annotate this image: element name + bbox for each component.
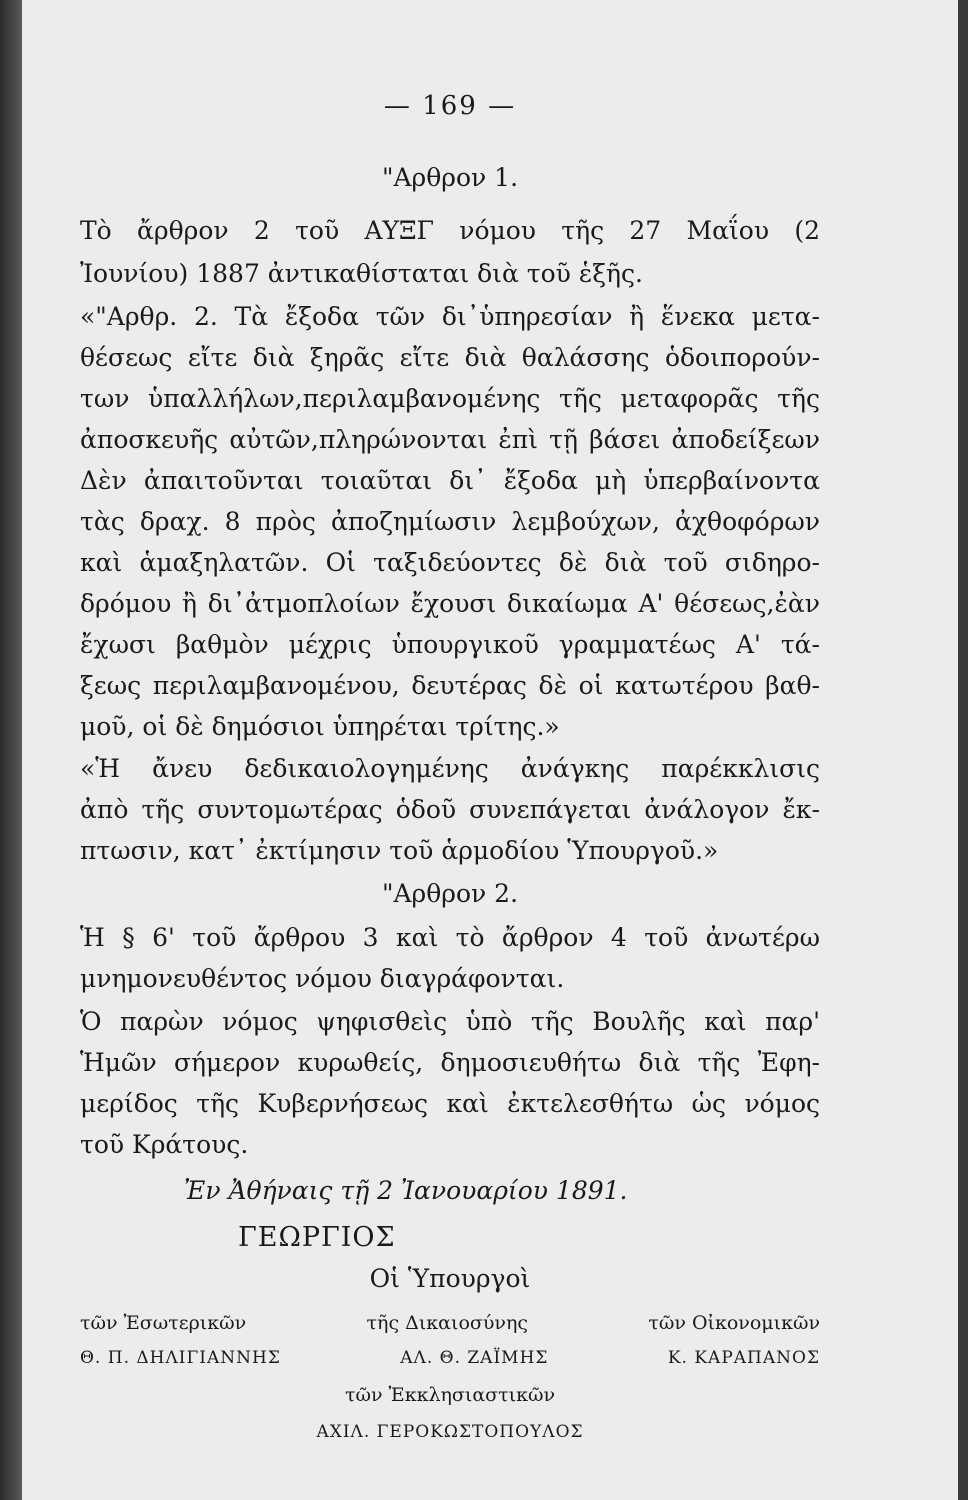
minister-names-row bbox=[80, 1350, 820, 1367]
ministry-interior: τῶν Ἐσωτερικῶν bbox=[80, 1312, 247, 1334]
minister-interior-name: Θ. Π. ΔΗΛΙΓΙΑΝΝΗΣ bbox=[80, 1348, 281, 1368]
body-line: «Ἡ ἄνευ δεδικαιολογημένης ἀνάγκης παρέκκλισις bbox=[80, 754, 820, 783]
ministry-ecclesiastical: τῶν Ἐκκλησιαστικῶν bbox=[344, 1384, 556, 1406]
body-line: Ὁ παρὼν νόμος ψηφισθεὶς ὑπὸ τῆς Βουλῆς καὶ παρ' bbox=[80, 1007, 820, 1036]
page-number: — 169 — bbox=[383, 91, 517, 121]
article-2-heading: "Αρθρον 2. bbox=[381, 879, 519, 908]
body-line: μοῦ, οἱ δὲ δημόσιοι ὑπηρέται τρίτης.» bbox=[80, 712, 560, 741]
minister-ecclesiastical-name: ΑΧΙΛ. ΓΕΡΟΚΩΣΤΟΠΟΥΛΟΣ bbox=[316, 1422, 584, 1442]
body-line: μερίδος τῆς Κυβερνήσεως καὶ ἐκτελεσθήτω ὡς νόμος bbox=[80, 1089, 820, 1118]
minister-justice-name: ΑΛ. Θ. ΖΑΪΜΗΣ bbox=[400, 1348, 549, 1368]
body-line: των ὑπαλλήλων,περιλαμβανομένης τῆς μεταφορᾶς τῆς bbox=[80, 384, 820, 413]
ministers-heading: Οἱ Ὑπουργοὶ bbox=[369, 1264, 531, 1293]
date-line: Ἐν Ἀθήναις τῇ 2 Ἰανουαρίου 1891. bbox=[184, 1176, 628, 1205]
scan-dark-edge bbox=[0, 0, 22, 1500]
body-line: Ἡ § 6' τοῦ ἄρθρου 3 καὶ τὸ ἄρθρον 4 τοῦ ἀνωτέρω bbox=[80, 923, 820, 952]
king-signature: ΓΕΩΡΓΙΟΣ bbox=[238, 1222, 396, 1253]
ministries-row bbox=[80, 1314, 820, 1333]
body-line: ἔχωσι βαθμὸν μέχρις ὑπουργικοῦ γραμματέως Α' τά- bbox=[80, 630, 820, 659]
document-page bbox=[22, 0, 958, 1500]
body-line: Ἰουνίου) 1887 ἀντικαθίσταται διὰ τοῦ ἑξῆς. bbox=[80, 259, 643, 288]
body-line: Δὲν ἀπαιτοῦνται τοιαῦται δι᾽ ἔξοδα μὴ ὑπερβαίνοντα bbox=[80, 466, 820, 495]
body-line: Ἡμῶν σήμερον κυρωθείς, δημοσιευθήτω διὰ τῆς Ἐφη- bbox=[80, 1048, 820, 1077]
body-line: ἀπὸ τῆς συντομωτέρας ὁδοῦ συνεπάγεται ἀνάλογον ἔκ- bbox=[80, 795, 820, 824]
body-line: μνημονευθέντος νόμου διαγράφονται. bbox=[80, 964, 565, 993]
ministry-finance: τῶν Οἰκονομικῶν bbox=[648, 1312, 820, 1334]
body-line: καὶ ἁμαξηλατῶν. Οἱ ταξιδεύοντες δὲ διὰ τοῦ σιδηρο- bbox=[80, 548, 820, 577]
minister-finance-name: Κ. ΚΑΡΑΠΑΝΟΣ bbox=[667, 1348, 820, 1368]
body-line: Τὸ ἄρθρον 2 τοῦ ΑΥΞΓ νόμου τῆς 27 Μαΐου (2 bbox=[80, 216, 820, 245]
body-line: ἀποσκευῆς αὐτῶν,πληρώνονται ἐπὶ τῇ βάσει ἀποδείξεων bbox=[80, 425, 820, 454]
body-line: ξεως περιλαμβανομένου, δευτέρας δὲ οἱ κατωτέρου βαθ- bbox=[80, 671, 820, 700]
ministry-justice: τῆς Δικαιοσύνης bbox=[366, 1312, 528, 1334]
article-1-heading: "Αρθρον 1. bbox=[381, 163, 519, 192]
body-line: δρόμου ἢ δι᾽ἀτμοπλοίων ἔχουσι δικαίωμα Α' θέσεως,ἐὰν bbox=[80, 589, 820, 618]
body-line: τὰς δραχ. 8 πρὸς ἀποζημίωσιν λεμβούχων, ἀχθοφόρων bbox=[80, 507, 820, 536]
body-line: «"Αρθρ. 2. Τὰ ἔξοδα τῶν δι᾽ὑπηρεσίαν ἢ ἕνεκα μετα- bbox=[80, 302, 820, 331]
body-line: θέσεως εἴτε διὰ ξηρᾶς εἴτε διὰ θαλάσσης ὁδοιπορούν- bbox=[80, 343, 820, 372]
body-line: τοῦ Κράτους. bbox=[80, 1130, 249, 1159]
body-line: πτωσιν, κατ᾽ ἐκτίμησιν τοῦ ἁρμοδίου Ὑπουργοῦ.» bbox=[80, 836, 719, 865]
